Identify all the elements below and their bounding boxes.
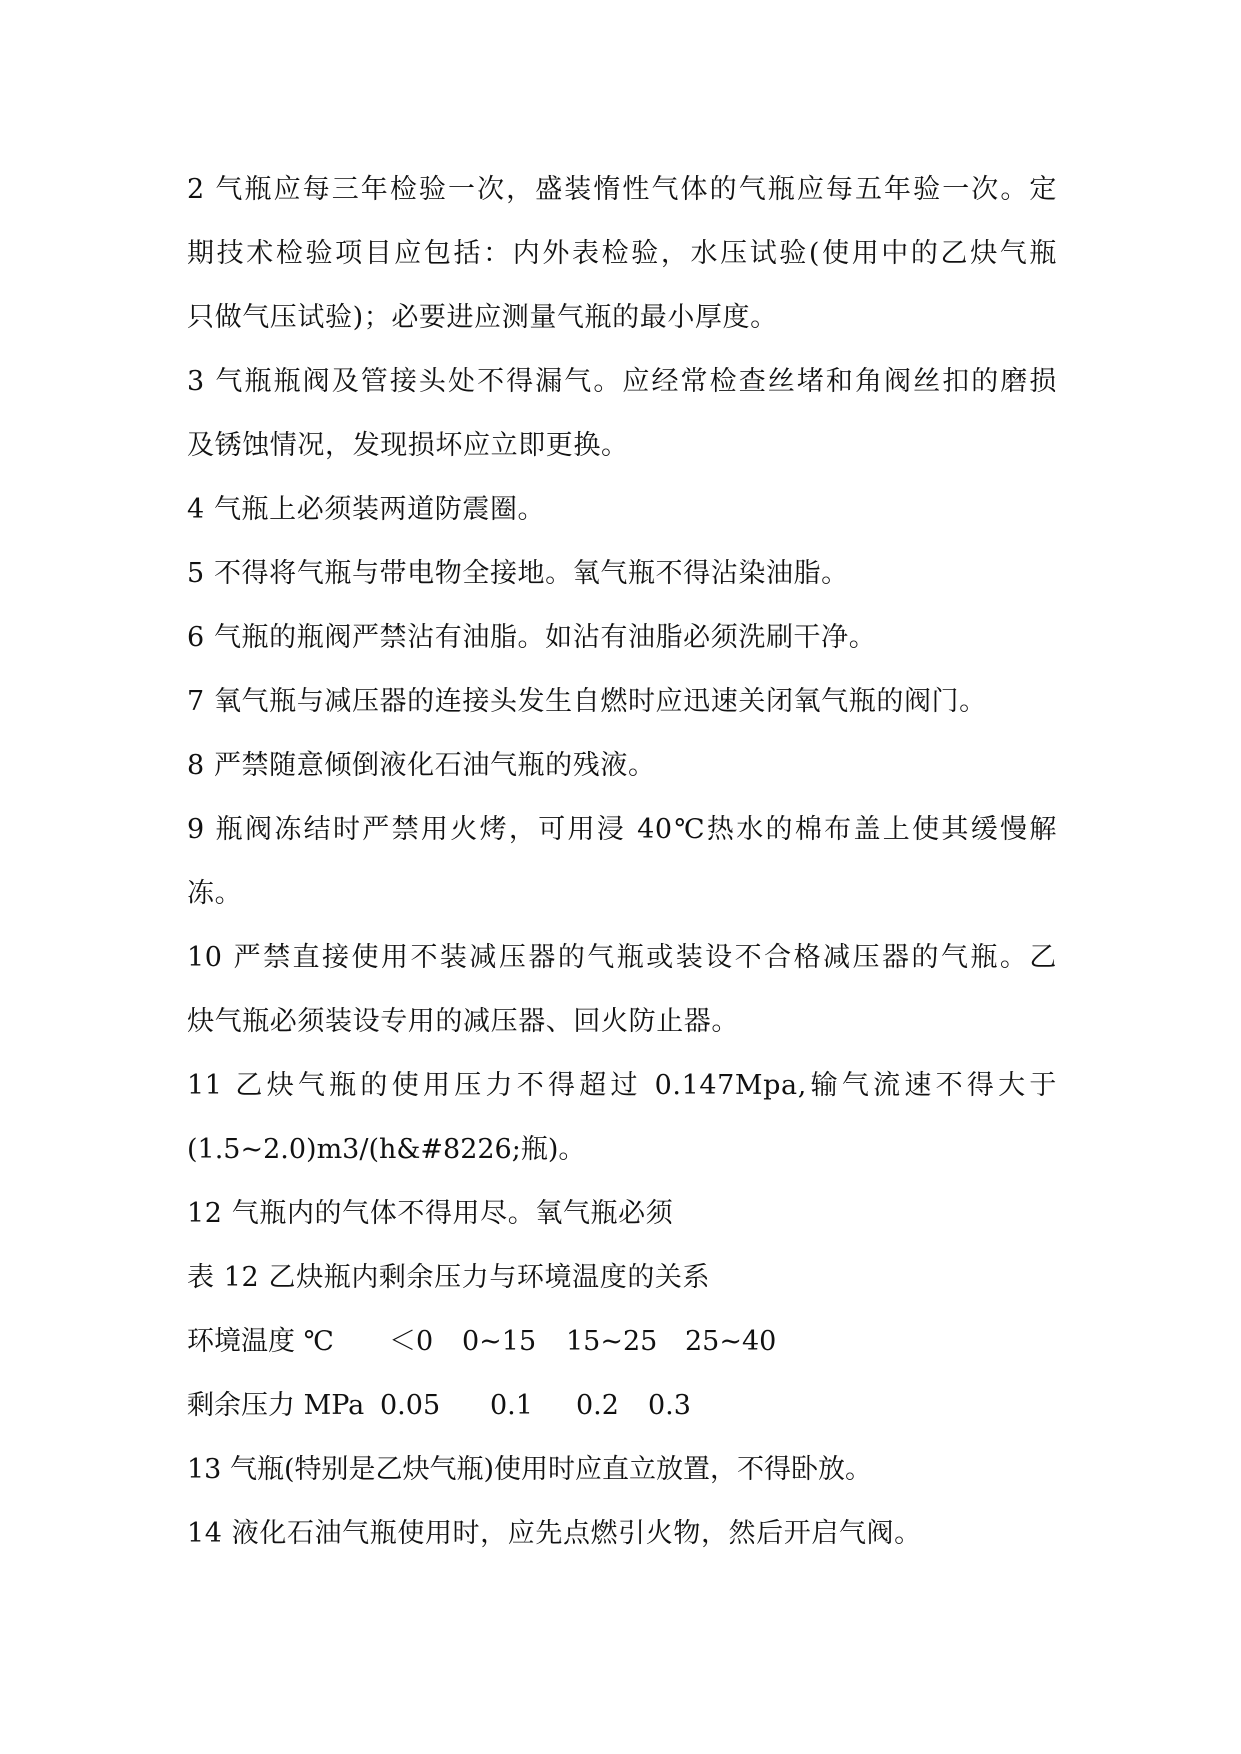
table-caption: 表 12 乙炔瓶内剩余压力与环境温度的关系 [187,1262,711,1293]
text-line: (1.5~2.0)m3/(h&#8226;瓶)。 [187,1134,586,1165]
paragraph-item-2 [187,158,1057,350]
table-cell: 0.3 [648,1390,691,1421]
paragraph-item-13 [187,1438,1057,1502]
table-row-label: 环境温度 ℃ [187,1326,334,1357]
text-line: 12 气瓶内的气体不得用尽。氧气瓶必须 [187,1198,674,1229]
paragraph-item-14 [187,1502,1057,1566]
text-line: 只做气压试验)；必要进应测量气瓶的最小厚度。 [187,302,778,333]
table-row-pressure [187,1374,1057,1438]
paragraph-item-3 [187,350,1057,478]
text-line: 3 气瓶瓶阀及管接头处不得漏气。应经常检查丝堵和角阀丝扣的磨损 [187,366,1057,397]
table-row-temperature [187,1310,1057,1374]
text-line: 8 严禁随意倾倒液化石油气瓶的残液。 [187,750,656,781]
paragraph-item-11 [187,1054,1057,1182]
document-page [187,158,1057,1566]
text-line: 2 气瓶应每三年检验一次，盛装惰性气体的气瓶应每五年验一次。定 [187,174,1057,205]
text-line: 7 氧气瓶与减压器的连接头发生自燃时应迅速关闭氧气瓶的阀门。 [187,686,987,717]
table-cell: 25~40 [685,1326,777,1357]
table-cell: 0~15 [462,1326,537,1357]
paragraph-item-7 [187,670,1057,734]
pressure-temperature-table [187,1246,1057,1438]
text-line: 期技术检验项目应包括：内外表检验，水压试验(使用中的乙炔气瓶 [187,238,1057,269]
text-line: 冻。 [187,878,243,909]
table-cell: 15~25 [566,1326,658,1357]
table-cell: ＜0 [389,1326,434,1357]
text-line: 炔气瓶必须装设专用的减压器、回火防止器。 [187,1006,739,1037]
text-line: 6 气瓶的瓶阀严禁沾有油脂。如沾有油脂必须洗刷干净。 [187,622,877,653]
paragraph-item-8 [187,734,1057,798]
paragraph-item-5 [187,542,1057,606]
text-line: 13 气瓶(特别是乙炔气瓶)使用时应直立放置，不得卧放。 [187,1454,873,1485]
paragraph-item-12 [187,1182,1057,1246]
paragraph-item-4 [187,478,1057,542]
paragraph-item-6 [187,606,1057,670]
table-cell: 0.2 [576,1390,619,1421]
text-line: 9 瓶阀冻结时严禁用火烤，可用浸 40℃热水的棉布盖上使其缓慢解 [187,814,1057,845]
text-line: 及锈蚀情况，发现损坏应立即更换。 [187,430,629,461]
paragraph-item-9 [187,798,1057,926]
table-cell: 0.05 [380,1390,441,1421]
table-cell: 0.1 [490,1390,533,1421]
text-line: 4 气瓶上必须装两道防震圈。 [187,494,546,525]
paragraph-item-10 [187,926,1057,1054]
text-line: 10 严禁直接使用不装减压器的气瓶或装设不合格减压器的气瓶。乙 [187,942,1057,973]
text-line: 11 乙炔气瓶的使用压力不得超过 0.147Mpa,输气流速不得大于 [187,1070,1057,1101]
text-line: 5 不得将气瓶与带电物全接地。氧气瓶不得沾染油脂。 [187,558,849,589]
table-row-label: 剩余压力 MPa [187,1390,365,1421]
text-line: 14 液化石油气瓶使用时，应先点燃引火物，然后开启气阀。 [187,1518,922,1549]
